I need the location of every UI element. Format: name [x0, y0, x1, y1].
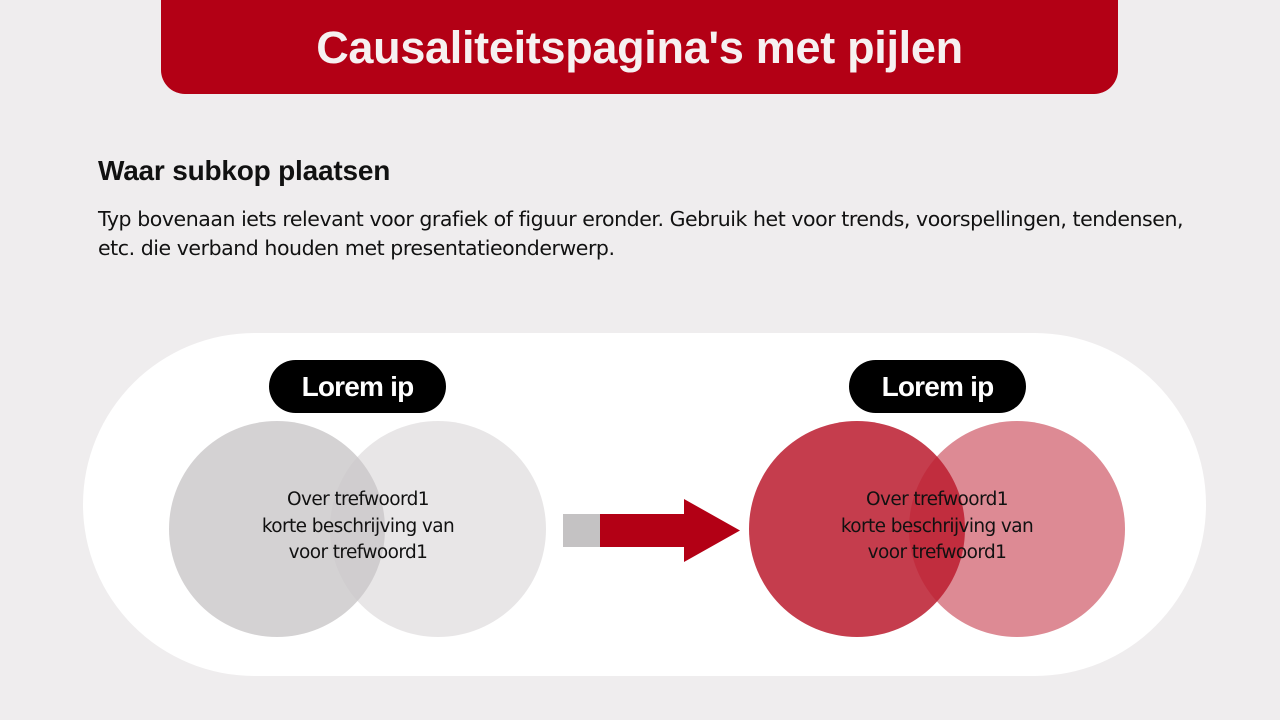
page-title: Causaliteitspagina's met pijlen [316, 22, 963, 73]
right-arrow-icon [563, 499, 741, 562]
after-venn-text [807, 487, 1067, 567]
before-label-pill: Lorem ip [269, 360, 446, 413]
after-text-line1: Over trefwoord1 [866, 489, 1008, 510]
before-text-line1: Over trefwoord1 [287, 489, 429, 510]
before-text-line3: voor trefwoord1 [288, 542, 428, 563]
subheading: Waar subkop plaatsen [98, 155, 391, 186]
after-label-pill: Lorem ip [849, 360, 1026, 413]
after-text-line2: korte beschrijving van [840, 515, 1034, 537]
body-text: Typ bovenaan iets relevant voor grafiek of figuur eronder. Gebruik het voor trends, voorspellingen, tendensen, etc. die verband houden met presentatieonderwerp. [98, 207, 1184, 260]
before-text-line2: korte beschrijving van [261, 515, 455, 537]
before-venn-text [228, 487, 488, 567]
title-banner [161, 0, 1118, 94]
after-text-line3: voor trefwoord1 [867, 542, 1007, 563]
